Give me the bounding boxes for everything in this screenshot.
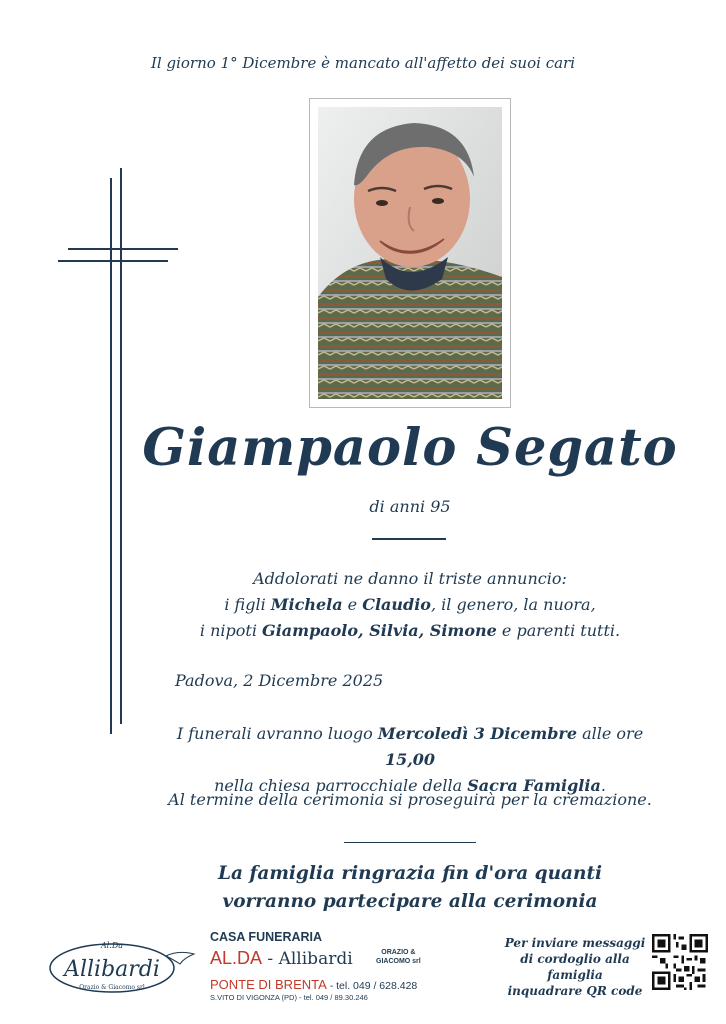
company-title: CASA FUNERARIA	[210, 930, 323, 944]
brand-dash: -	[262, 949, 279, 969]
brand-name: Allibardi	[278, 949, 353, 969]
child-name: Claudio	[362, 595, 431, 614]
qr-text-line-3: inquadrare QR code	[507, 984, 643, 998]
company-phone-line	[210, 976, 417, 994]
funeral-line-1	[150, 721, 670, 773]
text: e parenti tutti.	[496, 621, 621, 640]
announcement	[170, 566, 650, 644]
deceased-age: di anni 95	[369, 497, 451, 516]
qr-text-line-2: di cordoglio alla famiglia	[520, 952, 630, 982]
owners	[376, 948, 421, 966]
cross-vertical-line-2	[120, 168, 122, 724]
child-name: Michela	[270, 595, 343, 614]
thanks-message	[130, 860, 690, 916]
cross-horizontal-line-2	[58, 260, 168, 262]
thanks-line-1: La famiglia ringrazia fin d'ora quanti	[217, 863, 603, 884]
text: .	[600, 776, 606, 795]
text: I funerali avranno luogo	[176, 724, 378, 743]
owners-line-1: ORAZIO &	[381, 949, 416, 956]
phone-1: - tel. 049 / 628.428	[326, 980, 418, 992]
divider	[344, 842, 476, 843]
text: i nipoti	[199, 621, 263, 640]
text: alle ore	[577, 724, 644, 743]
intro-text: Il giorno 1° Dicembre è mancato all'affetto dei suoi cari	[150, 54, 576, 72]
cremation-note: Al termine della cerimonia si proseguirà per la cremazione.	[168, 790, 652, 809]
company-location-2: S.VITO DI VIGONZA (PD) - tel. 049 / 89.30.246	[210, 993, 368, 1002]
owners-line-2: GIACOMO srl	[376, 958, 421, 965]
logo-graphic	[48, 936, 198, 996]
qr-code[interactable]	[652, 934, 708, 990]
deceased-name: Giampaolo Segato	[142, 418, 678, 478]
funeral-details	[150, 721, 670, 799]
cross-horizontal-line-1	[68, 248, 178, 250]
location-ponte-di-brenta: PONTE DI BRENTA	[210, 977, 327, 992]
qr-text-line-1: Per inviare messaggi	[504, 936, 646, 950]
brand-alda: AL.DA	[210, 948, 263, 968]
funeral-home-logo	[48, 936, 198, 996]
logo-main-text: Allibardi	[64, 957, 160, 982]
text: i figli	[224, 595, 271, 614]
divider	[372, 538, 446, 540]
funeral-time: 15,00	[384, 750, 436, 769]
place-date: Padova, 2 Dicembre 2025	[175, 671, 384, 690]
church-name: Sacra Famiglia	[467, 776, 601, 795]
portrait-photo	[318, 107, 502, 399]
qr-instructions	[500, 935, 650, 999]
funeral-home-info	[208, 930, 448, 1010]
grandchildren-names: Giampaolo, Silvia, Simone	[262, 621, 497, 640]
text: nella chiesa parrocchiale della	[214, 776, 468, 795]
qr-code-graphic	[652, 934, 708, 990]
logo-top-text: Al.Da	[100, 941, 124, 950]
announcement-line-2	[170, 592, 650, 618]
funeral-day: Mercoledì 3 Dicembre	[377, 724, 577, 743]
text: e	[342, 595, 363, 614]
announcement-line-3	[170, 618, 650, 644]
text: , il genero, la nuora,	[430, 595, 596, 614]
portrait-photo-frame	[309, 98, 511, 408]
logo-sub-text: Orazio & Giacomo srl	[79, 984, 145, 991]
thanks-line-2: vorranno partecipare alla cerimonia	[222, 891, 598, 912]
company-brand-line	[210, 948, 353, 969]
announcement-line-1: Addolorati ne danno il triste annuncio:	[253, 569, 567, 588]
